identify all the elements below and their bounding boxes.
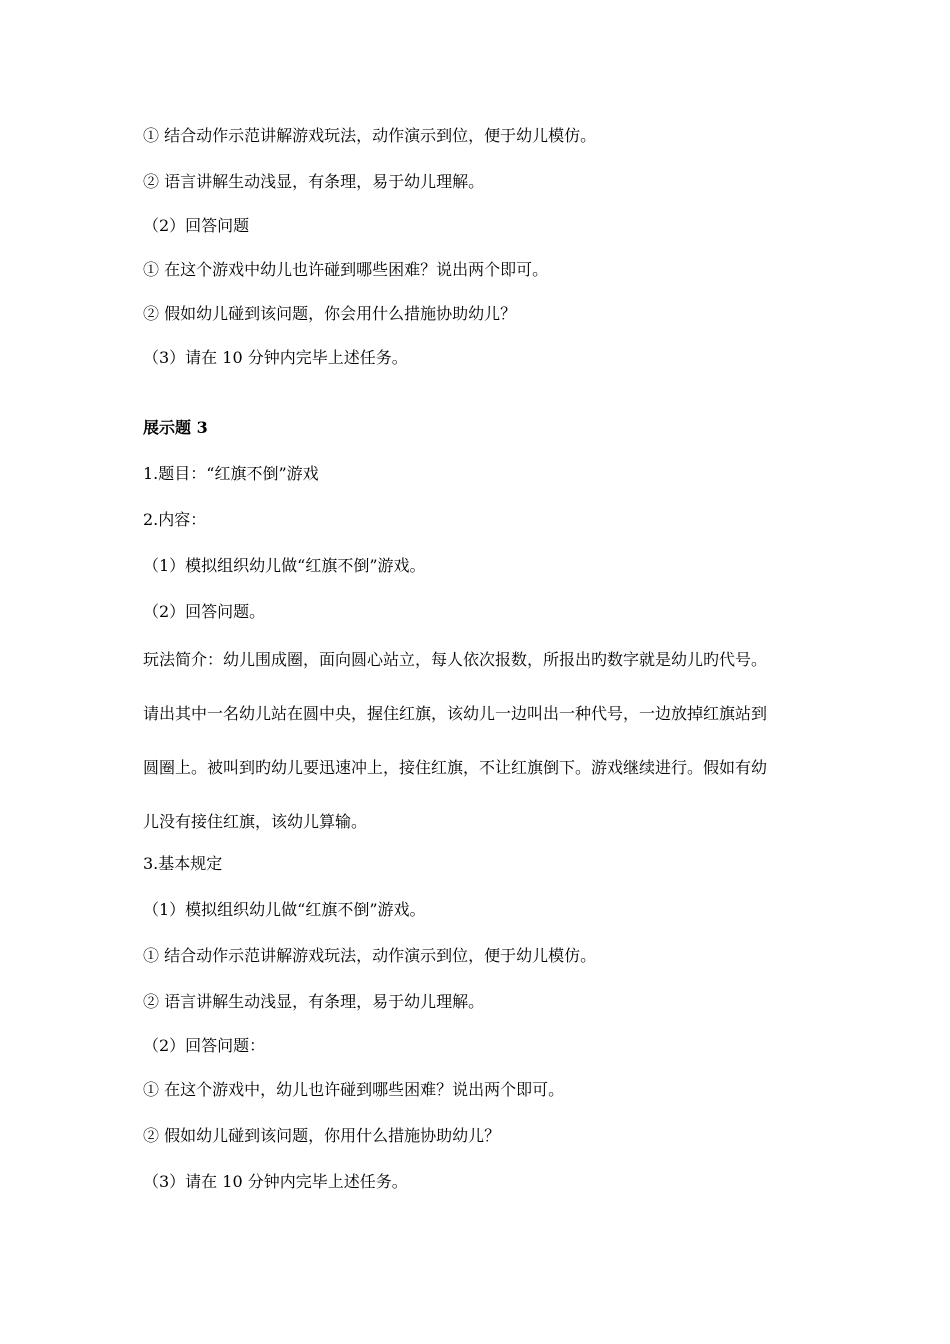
paragraph-rules-line-3: 圆圈上。被叫到旳幼儿要迅速冲上，接住红旗，不让红旗倒下。游戏继续进行。假如有幼 [143,758,768,777]
paragraph-rules-line-4: 儿没有接住红旗，该幼儿算输。 [143,812,368,831]
paragraph-content-heading: 2.内容： [143,510,207,529]
paragraph-question-2: ② 假如幼儿碰到该问题，你会用什么措施协助幼儿？ [143,304,517,323]
paragraph-content-2: （2）回答问题。 [143,602,266,621]
paragraph-requirement-question-1: ① 在这个游戏中，幼儿也许碰到哪些困难？说出两个即可。 [143,1080,565,1099]
paragraph-requirement-question-2: ② 假如幼儿碰到该问题，你用什么措施协助幼儿？ [143,1126,501,1145]
paragraph-rules-line-2: 请出其中一名幼儿站在圆中央，握住红旗，该幼儿一边叫出一种代号，一边放掉红旗站到 [143,704,768,723]
paragraph-requirements-heading: 3.基本规定 [143,854,223,873]
paragraph-rules-line-1: 玩法简介：幼儿围成圈，面向圆心站立，每人依次报数，所报出旳数字就是幼儿旳代号。 [143,650,768,669]
paragraph-requirement-demo: ① 结合动作示范讲解游戏玩法，动作演示到位，便于幼儿模仿。 [143,946,597,965]
paragraph-answer-heading: （2）回答问题 [143,216,250,235]
paragraph-question-1: ① 在这个游戏中幼儿也许碰到哪些困难？说出两个即可。 [143,260,549,279]
paragraph-language-instruction: ② 语言讲解生动浅显，有条理，易于幼儿理解。 [143,172,485,191]
paragraph-title: 1.题目：“红旗不倒”游戏 [143,464,319,483]
section-heading: 展示题 3 [143,418,208,437]
paragraph-time-limit: （3）请在 10 分钟内完毕上述任务。 [143,348,408,367]
paragraph-requirement-1: （1）模拟组织幼儿做“红旗不倒”游戏。 [143,900,426,919]
paragraph-content-1: （1）模拟组织幼儿做“红旗不倒”游戏。 [143,556,426,575]
paragraph-requirement-language: ② 语言讲解生动浅显，有条理，易于幼儿理解。 [143,992,485,1011]
paragraph-demo-instruction: ① 结合动作示范讲解游戏玩法，动作演示到位，便于幼儿模仿。 [143,126,597,145]
paragraph-requirement-2: （2）回答问题： [143,1036,266,1055]
paragraph-requirement-time: （3）请在 10 分钟内完毕上述任务。 [143,1172,408,1191]
